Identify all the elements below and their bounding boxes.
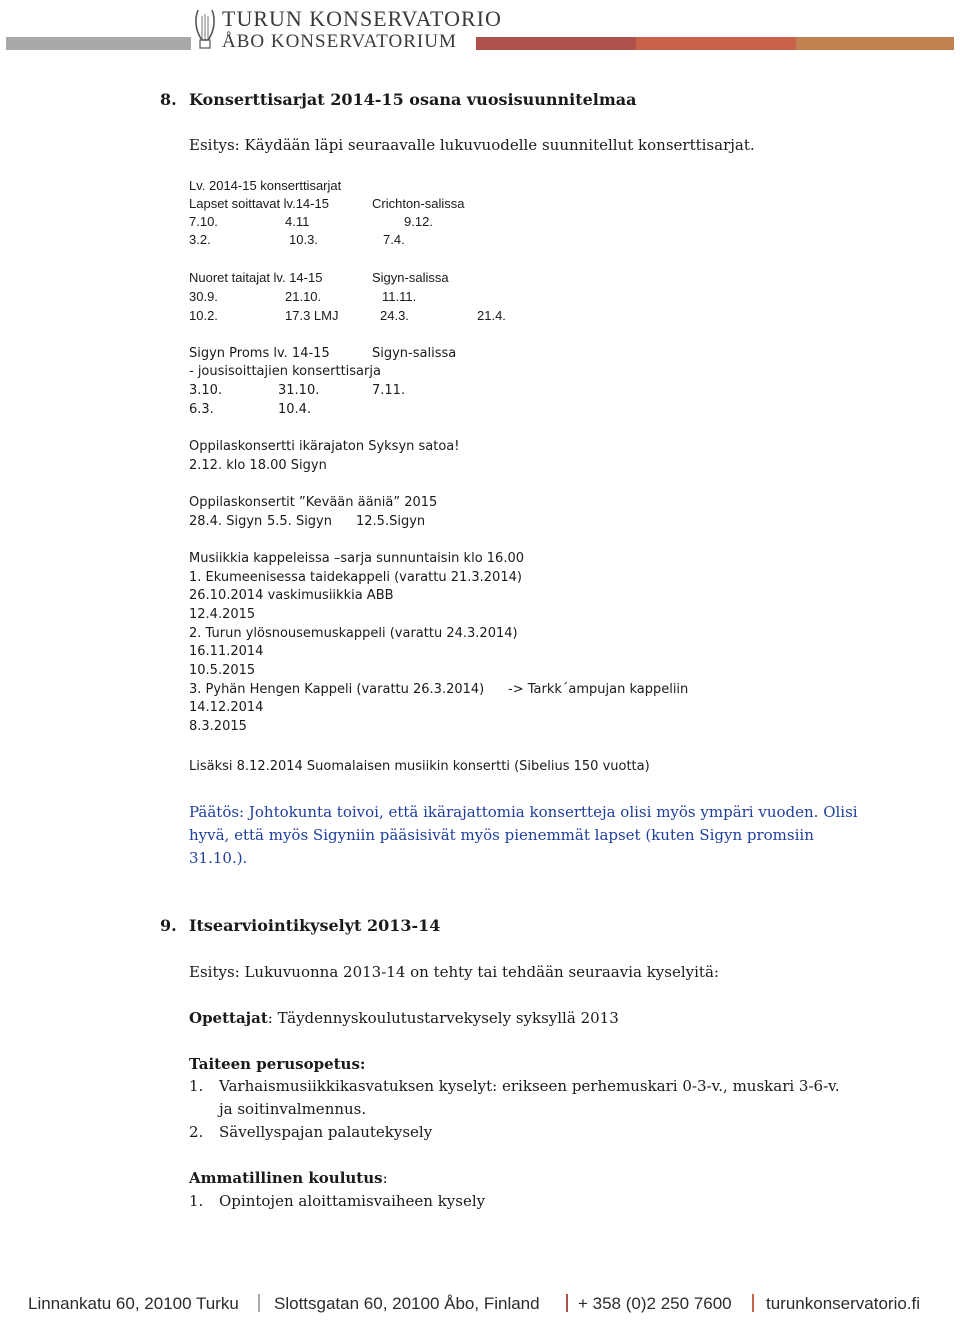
decision-line: Päätös: Johtokunta toivoi, että ikärajattomia konsertteja olisi myös ympäri vuoden. Olisi: [189, 803, 858, 821]
musiikkia-line: 3. Pyhän Hengen Kappeli (varattu 26.3.2014): [189, 682, 485, 697]
musiikkia-line: 10.5.2015: [189, 663, 256, 678]
lapset-date: 7.10.: [189, 214, 218, 229]
ammatillinen-item-num: 1.: [189, 1192, 204, 1210]
nuoret-venue: Sigyn-salissa: [372, 270, 449, 285]
proms-date: 7.11.: [372, 383, 406, 398]
opettajat-line: [189, 1009, 619, 1027]
oppilas1-date: 2.12. klo 18.00 Sigyn: [189, 458, 327, 473]
opettajat-text: : Täydennyskoulutustarvekysely syksyllä 2013: [267, 1009, 619, 1027]
musiikkia-label: Musiikkia kappeleissa –sarja sunnuntaisin klo 16.00: [189, 551, 524, 566]
lapset-date: 9.12.: [404, 214, 433, 229]
lapset-date: 4.11: [285, 214, 310, 229]
proms-date: 10.4.: [278, 402, 312, 417]
musiikkia-line: 2. Turun ylösnousemuskappeli (varattu 24.3.2014): [189, 626, 518, 641]
proms-date: 6.3.: [189, 402, 214, 417]
header-bar-tan: [796, 37, 954, 50]
nuoret-date: 30.9.: [189, 289, 218, 304]
footer-phone: + 358 (0)2 250 7600: [578, 1294, 732, 1313]
header-bar-red: [476, 37, 636, 50]
footer-address-fi: Linnankatu 60, 20100 Turku: [28, 1294, 239, 1313]
oppilas2-date: 5.5. Sigyn: [267, 514, 332, 529]
lapset-date: 7.4.: [383, 232, 405, 247]
oppilas2-date: 28.4. Sigyn: [189, 514, 263, 529]
section-8-intro: Esitys: Käydään läpi seuraavalle lukuvuodelle suunnitellut konserttisarjat.: [189, 136, 755, 154]
footer-separator: [566, 1294, 568, 1312]
taiteen-label: Taiteen perusopetus:: [189, 1055, 366, 1073]
musiikkia-line: 26.10.2014 vaskimusiikkia ABB: [189, 588, 394, 603]
lv-heading: Lv. 2014-15 konserttisarjat: [189, 178, 342, 193]
musiikkia-line: 12.4.2015: [189, 607, 256, 622]
musiikkia-line: 14.12.2014: [189, 700, 264, 715]
musiikkia-line: 8.3.2015: [189, 719, 247, 734]
section-8-number: 8.: [160, 90, 177, 109]
musiikkia-arrow-note: -> Tarkk´ampujan kappeliin: [508, 682, 689, 697]
oppilas2-date: 12.5.Sigyn: [356, 514, 426, 529]
taiteen-item-cont: ja soitinvalmennus.: [219, 1100, 367, 1118]
footer-address-sv: Slottsgatan 60, 20100 Åbo, Finland: [274, 1294, 540, 1313]
header-bar-gray: [6, 37, 191, 50]
footer-separator: [752, 1294, 754, 1312]
footer-separator: [258, 1294, 260, 1312]
taiteen-item-text: Varhaismusiikkikasvatuksen kyselyt: erikseen perhemuskari 0-3-v., muskari 3-6-v.: [219, 1077, 840, 1095]
section-9-title: Itsearviointikyselyt 2013-14: [189, 916, 441, 935]
ammatillinen-line: [189, 1169, 388, 1187]
lapset-date: 3.2.: [189, 232, 211, 247]
lapset-venue: Crichton-salissa: [372, 196, 465, 211]
taiteen-item-text: Sävellyspajan palautekysely: [219, 1123, 433, 1141]
nuoret-date: 21.10.: [285, 289, 322, 304]
ammatillinen-item-text: Opintojen aloittamisvaiheen kysely: [219, 1192, 486, 1210]
section-8-title: Konserttisarjat 2014-15 osana vuosisuunnitelmaa: [189, 90, 637, 109]
section-9-intro: Esitys: Lukuvuonna 2013-14 on tehty tai tehdään seuraavia kyselyitä:: [189, 963, 719, 981]
proms-date: 31.10.: [278, 383, 320, 398]
opettajat-label: Opettajat: [189, 1009, 268, 1027]
nuoret-label: Nuoret taitajat lv. 14-15: [189, 270, 323, 285]
nuoret-date: 24.3.: [380, 308, 409, 323]
nuoret-date: 17.3 LMJ: [285, 308, 339, 323]
taiteen-item-num: 2.: [189, 1123, 204, 1141]
musiikkia-line: 16.11.2014: [189, 644, 264, 659]
logo-line-1: TURUN KONSERVATORIO: [222, 6, 502, 31]
section-9-number: 9.: [160, 916, 177, 935]
footer-web-link[interactable]: turunkonservatorio.fi: [766, 1294, 921, 1313]
proms-label: Sigyn Proms lv. 14-15: [189, 346, 330, 361]
ammatillinen-label: Ammatillinen koulutus: [189, 1169, 383, 1187]
nuoret-date: 10.2.: [189, 308, 218, 323]
nuoret-date: 11.11.: [382, 289, 417, 304]
lisaksi-note: Lisäksi 8.12.2014 Suomalaisen musiikin konsertti (Sibelius 150 vuotta): [189, 759, 650, 774]
proms-venue: Sigyn-salissa: [372, 346, 457, 361]
proms-date: 3.10.: [189, 383, 223, 398]
musiikkia-line: 1. Ekumeenisessa taidekappeli (varattu 21.3.2014): [189, 570, 522, 585]
oppilas1-label: Oppilaskonsertti ikärajaton Syksyn satoa!: [189, 439, 460, 454]
decision-line: hyvä, että myös Sigyniin pääsisivät myös pienemmät lapset (kuten Sigyn promsiin: [189, 826, 814, 844]
lyre-icon: [194, 6, 216, 50]
lapset-label: Lapset soittavat lv.14-15: [189, 196, 329, 211]
oppilas2-label: Oppilaskonsertit ”Kevään ääniä” 2015: [189, 495, 438, 510]
ammatillinen-colon: :: [382, 1169, 388, 1187]
decision-line: 31.10.).: [189, 849, 248, 867]
proms-subtitle: - jousisoittajien konserttisarja: [189, 364, 381, 379]
header-bar-orange: [636, 37, 796, 50]
lapset-date: 10.3.: [289, 232, 318, 247]
taiteen-item-num: 1.: [189, 1077, 204, 1095]
logo-line-2: ÅBO KONSERVATORIUM: [222, 31, 457, 52]
nuoret-date: 21.4.: [477, 308, 506, 323]
